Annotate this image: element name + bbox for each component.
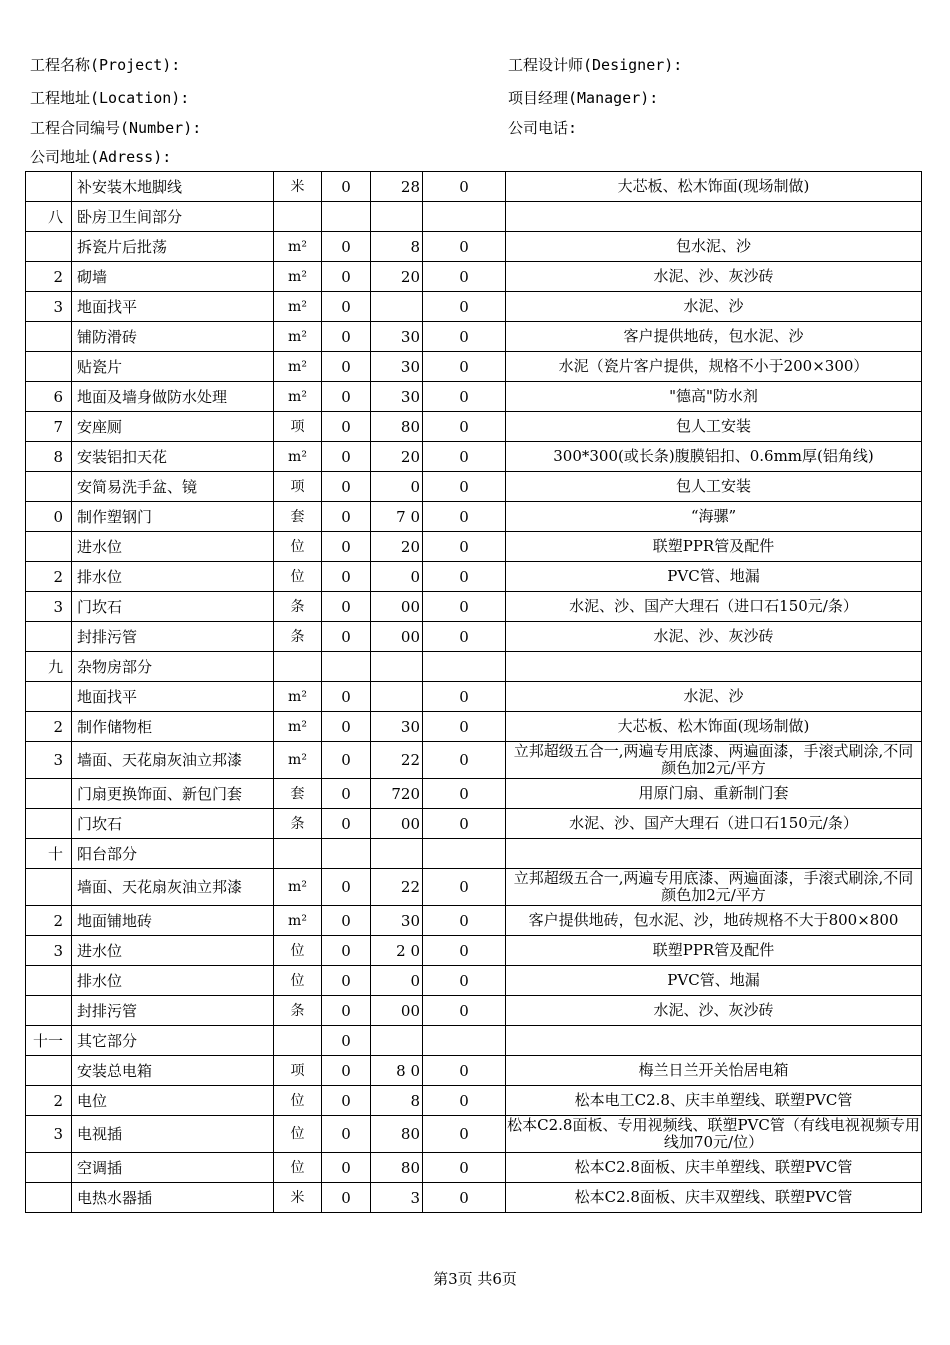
item-name: 安装总电箱: [72, 1056, 274, 1086]
item-quantity: 80: [371, 1153, 423, 1183]
company-address-label: 公司地址(Adress):: [30, 148, 172, 166]
item-quantity: [371, 1026, 423, 1056]
table-row: [26, 532, 922, 562]
item-material: PVC管、地漏: [506, 562, 922, 592]
item-value-b: 0: [423, 622, 506, 652]
item-quantity: 30: [371, 382, 423, 412]
location-label: 工程地址(Location):: [30, 89, 190, 107]
item-value-a: 0: [322, 996, 371, 1026]
item-quantity: 7 0: [371, 502, 423, 532]
item-value-b: [423, 839, 506, 869]
item-value-a: 0: [322, 322, 371, 352]
table-row: [26, 1086, 922, 1116]
item-number: 十一: [26, 1026, 72, 1056]
item-material: 水泥、沙: [506, 682, 922, 712]
item-number: 0: [26, 502, 72, 532]
item-name: 进水位: [72, 936, 274, 966]
item-number: 8: [26, 442, 72, 472]
item-material: 用原门扇、重新制门套: [506, 779, 922, 809]
item-name: 地面找平: [72, 292, 274, 322]
item-value-a: 0: [322, 1086, 371, 1116]
item-quantity: 20: [371, 262, 423, 292]
item-material: 客户提供地砖，包水泥、沙: [506, 322, 922, 352]
item-quantity: 00: [371, 592, 423, 622]
item-number: [26, 352, 72, 382]
item-material: 梅兰日兰开关怡居电箱: [506, 1056, 922, 1086]
item-number: 6: [26, 382, 72, 412]
item-value-a: [322, 202, 371, 232]
item-unit: 米: [274, 172, 322, 202]
item-number: 2: [26, 712, 72, 742]
item-value-a: 0: [322, 412, 371, 442]
item-value-a: 0: [322, 809, 371, 839]
table-row: [26, 906, 922, 936]
item-value-b: 0: [423, 442, 506, 472]
item-name: 排水位: [72, 562, 274, 592]
table-row: [26, 1183, 922, 1213]
item-value-a: 0: [322, 779, 371, 809]
item-value-b: 0: [423, 292, 506, 322]
item-material: [506, 652, 922, 682]
item-value-b: 0: [423, 869, 506, 906]
item-number: 3: [26, 592, 72, 622]
item-name: 电视插: [72, 1116, 274, 1153]
table-row: [26, 652, 922, 682]
item-number: [26, 809, 72, 839]
item-unit: m²: [274, 382, 322, 412]
item-value-a: 0: [322, 966, 371, 996]
table-row: [26, 202, 922, 232]
item-value-a: 0: [322, 1056, 371, 1086]
item-name: 补安装木地脚线: [72, 172, 274, 202]
item-value-b: 0: [423, 712, 506, 742]
item-value-a: [322, 839, 371, 869]
item-value-b: 0: [423, 742, 506, 779]
item-quantity: 30: [371, 352, 423, 382]
item-unit: m²: [274, 442, 322, 472]
item-value-a: 0: [322, 352, 371, 382]
item-number: [26, 682, 72, 712]
table-row: [26, 996, 922, 1026]
contract-number-label: 工程合同编号(Number):: [30, 119, 202, 137]
item-unit: m²: [274, 292, 322, 322]
item-quantity: [371, 839, 423, 869]
item-material: 300*300(或长条)腹膜铝扣、0.6mm厚(铝角线): [506, 442, 922, 472]
item-material: 包人工安装: [506, 472, 922, 502]
item-value-a: 0: [322, 532, 371, 562]
item-unit: [274, 652, 322, 682]
item-material: 联塑PPR管及配件: [506, 532, 922, 562]
quotation-table: [25, 171, 922, 1213]
item-unit: 米: [274, 1183, 322, 1213]
item-value-a: 0: [322, 562, 371, 592]
item-unit: m²: [274, 906, 322, 936]
item-unit: 位: [274, 532, 322, 562]
table-row: [26, 1026, 922, 1056]
item-value-b: 0: [423, 562, 506, 592]
item-value-b: 0: [423, 382, 506, 412]
item-name: 门坎石: [72, 809, 274, 839]
item-name: 卧房卫生间部分: [72, 202, 274, 232]
table-row: [26, 292, 922, 322]
item-material: 大芯板、松木饰面(现场制做): [506, 712, 922, 742]
item-quantity: 00: [371, 622, 423, 652]
table-row: [26, 322, 922, 352]
item-material: "德高"防水剂: [506, 382, 922, 412]
item-name: 砌墙: [72, 262, 274, 292]
item-unit: 条: [274, 592, 322, 622]
table-row: [26, 502, 922, 532]
item-unit: [274, 1026, 322, 1056]
item-unit: m²: [274, 352, 322, 382]
item-unit: 位: [274, 936, 322, 966]
project-label: 工程名称(Project):: [30, 56, 181, 74]
item-unit: 位: [274, 1153, 322, 1183]
item-value-b: 0: [423, 502, 506, 532]
item-unit: 位: [274, 966, 322, 996]
table-row: [26, 682, 922, 712]
item-number: [26, 532, 72, 562]
item-value-a: 0: [322, 906, 371, 936]
item-unit: m²: [274, 322, 322, 352]
item-number: 2: [26, 1086, 72, 1116]
item-unit: 项: [274, 472, 322, 502]
item-value-b: 0: [423, 232, 506, 262]
item-quantity: 22: [371, 869, 423, 906]
item-number: 八: [26, 202, 72, 232]
item-quantity: 8 0: [371, 1056, 423, 1086]
item-value-a: 0: [322, 1183, 371, 1213]
item-name: 门坎石: [72, 592, 274, 622]
item-value-a: 0: [322, 472, 371, 502]
item-name: 杂物房部分: [72, 652, 274, 682]
item-quantity: 22: [371, 742, 423, 779]
item-number: 2: [26, 562, 72, 592]
item-value-a: 0: [322, 712, 371, 742]
item-value-a: 0: [322, 292, 371, 322]
item-value-a: 0: [322, 172, 371, 202]
item-unit: 套: [274, 502, 322, 532]
item-material: 客户提供地砖，包水泥、沙，地砖规格不大于800×800: [506, 906, 922, 936]
item-quantity: 28: [371, 172, 423, 202]
item-unit: 套: [274, 779, 322, 809]
item-quantity: 00: [371, 809, 423, 839]
item-number: 3: [26, 936, 72, 966]
item-name: 拆瓷片后批荡: [72, 232, 274, 262]
item-unit: m²: [274, 742, 322, 779]
item-quantity: [371, 292, 423, 322]
page-footer: 第3页 共6页: [433, 1270, 517, 1288]
designer-label: 工程设计师(Designer):: [508, 56, 683, 74]
item-material: 水泥、沙、国产大理石（进口石150元/条）: [506, 809, 922, 839]
item-value-a: 0: [322, 742, 371, 779]
item-value-b: 0: [423, 779, 506, 809]
item-unit: 条: [274, 622, 322, 652]
item-material: [506, 202, 922, 232]
item-quantity: 80: [371, 412, 423, 442]
item-quantity: [371, 682, 423, 712]
item-name: 电位: [72, 1086, 274, 1116]
item-value-b: 0: [423, 1183, 506, 1213]
item-material: “海骡”: [506, 502, 922, 532]
item-quantity: 20: [371, 532, 423, 562]
item-value-a: 0: [322, 936, 371, 966]
item-value-b: [423, 202, 506, 232]
item-material: 立邦超级五合一,两遍专用底漆、两遍面漆，手滚式刷涂,不同颜色加2元/平方: [506, 869, 922, 906]
item-material: 水泥、沙、国产大理石（进口石150元/条）: [506, 592, 922, 622]
item-name: 安座厕: [72, 412, 274, 442]
company-phone-label: 公司电话:: [508, 119, 578, 137]
item-value-a: 0: [322, 1153, 371, 1183]
table-row: [26, 869, 922, 906]
item-value-a: 0: [322, 682, 371, 712]
item-number: 3: [26, 1116, 72, 1153]
item-name: 墙面、天花扇灰油立邦漆: [72, 869, 274, 906]
table-row: [26, 936, 922, 966]
table-row: [26, 562, 922, 592]
item-value-b: 0: [423, 172, 506, 202]
item-material: 水泥、沙、灰沙砖: [506, 996, 922, 1026]
item-number: 2: [26, 262, 72, 292]
item-number: [26, 472, 72, 502]
item-quantity: 8: [371, 1086, 423, 1116]
item-number: [26, 622, 72, 652]
item-number: [26, 996, 72, 1026]
item-number: 3: [26, 742, 72, 779]
table-row: [26, 172, 922, 202]
item-number: [26, 779, 72, 809]
item-unit: m²: [274, 712, 322, 742]
item-value-a: 0: [322, 622, 371, 652]
item-value-b: 0: [423, 906, 506, 936]
table-row: [26, 382, 922, 412]
item-value-b: 0: [423, 936, 506, 966]
item-name: 地面及墙身做防水处理: [72, 382, 274, 412]
item-quantity: [371, 652, 423, 682]
table-row: [26, 712, 922, 742]
item-material: 水泥、沙: [506, 292, 922, 322]
item-value-b: 0: [423, 1056, 506, 1086]
table-row: [26, 352, 922, 382]
item-value-b: 0: [423, 472, 506, 502]
item-value-b: 0: [423, 262, 506, 292]
item-name: 贴瓷片: [72, 352, 274, 382]
item-value-b: 0: [423, 412, 506, 442]
item-material: 水泥（瓷片客户提供，规格不小于200×300）: [506, 352, 922, 382]
item-number: 2: [26, 906, 72, 936]
item-value-b: 0: [423, 1153, 506, 1183]
item-value-b: 0: [423, 352, 506, 382]
item-name: 制作塑钢门: [72, 502, 274, 532]
item-material: 松本C2.8面板、庆丰双塑线、联塑PVC管: [506, 1183, 922, 1213]
item-name: 阳台部分: [72, 839, 274, 869]
table-row: [26, 1153, 922, 1183]
item-value-a: 0: [322, 502, 371, 532]
item-number: 3: [26, 292, 72, 322]
item-material: 水泥、沙、灰沙砖: [506, 622, 922, 652]
item-unit: m²: [274, 232, 322, 262]
item-unit: m²: [274, 869, 322, 906]
table-row: [26, 442, 922, 472]
item-value-a: 0: [322, 592, 371, 622]
item-unit: 条: [274, 809, 322, 839]
item-name: 铺防滑砖: [72, 322, 274, 352]
table-row: [26, 232, 922, 262]
item-name: 墙面、天花扇灰油立邦漆: [72, 742, 274, 779]
item-quantity: 30: [371, 712, 423, 742]
item-quantity: 3: [371, 1183, 423, 1213]
item-value-b: 0: [423, 322, 506, 352]
item-value-a: 0: [322, 232, 371, 262]
item-quantity: 0: [371, 966, 423, 996]
item-material: 联塑PPR管及配件: [506, 936, 922, 966]
item-value-a: 0: [322, 262, 371, 292]
item-unit: [274, 839, 322, 869]
item-value-a: 0: [322, 382, 371, 412]
item-value-b: 0: [423, 1086, 506, 1116]
item-material: 包水泥、沙: [506, 232, 922, 262]
item-quantity: 2 0: [371, 936, 423, 966]
table-row: [26, 966, 922, 996]
item-material: [506, 839, 922, 869]
table-row: [26, 839, 922, 869]
item-material: PVC管、地漏: [506, 966, 922, 996]
item-number: [26, 1183, 72, 1213]
item-quantity: 30: [371, 906, 423, 936]
item-value-b: 0: [423, 966, 506, 996]
item-material: 包人工安装: [506, 412, 922, 442]
item-quantity: 8: [371, 232, 423, 262]
item-number: [26, 232, 72, 262]
item-value-a: 0: [322, 1116, 371, 1153]
item-number: [26, 966, 72, 996]
item-value-b: 0: [423, 592, 506, 622]
table-row: [26, 1056, 922, 1086]
item-value-b: 0: [423, 809, 506, 839]
item-value-b: 0: [423, 996, 506, 1026]
item-name: 封排污管: [72, 996, 274, 1026]
item-number: [26, 869, 72, 906]
item-material: 松本C2.8面板、专用视频线、联塑PVC管（有线电视视频专用线加70元/位）: [507, 1116, 920, 1151]
item-number: 十: [26, 839, 72, 869]
item-unit: 项: [274, 412, 322, 442]
table-row: [26, 809, 922, 839]
item-unit: 位: [274, 1116, 322, 1153]
item-material: 松本电工C2.8、庆丰单塑线、联塑PVC管: [506, 1086, 922, 1116]
item-unit: 位: [274, 562, 322, 592]
item-value-a: 0: [322, 869, 371, 906]
item-quantity: 0: [371, 562, 423, 592]
item-value-b: 0: [423, 532, 506, 562]
item-value-b: [423, 1026, 506, 1056]
item-name: 排水位: [72, 966, 274, 996]
item-name: 门扇更换饰面、新包门套: [72, 779, 274, 809]
item-name: 电热水器插: [72, 1183, 274, 1213]
item-name: 安简易洗手盆、镜: [72, 472, 274, 502]
item-quantity: [371, 202, 423, 232]
item-name: 进水位: [72, 532, 274, 562]
table-row: [26, 262, 922, 292]
item-name: 其它部分: [72, 1026, 274, 1056]
item-unit: m²: [274, 682, 322, 712]
item-number: [26, 322, 72, 352]
item-number: [26, 1056, 72, 1086]
item-name: 空调插: [72, 1153, 274, 1183]
item-name: 地面铺地砖: [72, 906, 274, 936]
item-number: [26, 172, 72, 202]
table-row: [26, 1116, 922, 1153]
item-value-a: 0: [322, 442, 371, 472]
item-value-b: [423, 652, 506, 682]
table-row: [26, 592, 922, 622]
item-name: 地面找平: [72, 682, 274, 712]
table-row: [26, 412, 922, 442]
manager-label: 项目经理(Manager):: [508, 89, 659, 107]
table-row: [26, 472, 922, 502]
table-row: [26, 622, 922, 652]
item-quantity: 80: [371, 1116, 423, 1153]
item-unit: 位: [274, 1086, 322, 1116]
item-unit: m²: [274, 262, 322, 292]
item-quantity: 30: [371, 322, 423, 352]
item-value-b: 0: [423, 1116, 506, 1153]
item-value-b: 0: [423, 682, 506, 712]
item-quantity: 20: [371, 442, 423, 472]
item-material: 大芯板、松木饰面(现场制做): [506, 172, 922, 202]
table-row: [26, 742, 922, 779]
item-material: 松本C2.8面板、庆丰单塑线、联塑PVC管: [506, 1153, 922, 1183]
item-quantity: 720: [371, 779, 423, 809]
item-material: [506, 1026, 922, 1056]
item-value-a: 0: [322, 1026, 371, 1056]
item-quantity: 00: [371, 996, 423, 1026]
item-name: 制作储物柜: [72, 712, 274, 742]
item-unit: 条: [274, 996, 322, 1026]
item-value-a: [322, 652, 371, 682]
item-number: 7: [26, 412, 72, 442]
item-name: 封排污管: [72, 622, 274, 652]
item-number: [26, 1153, 72, 1183]
item-name: 安装铝扣天花: [72, 442, 274, 472]
item-number: 九: [26, 652, 72, 682]
item-material: 水泥、沙、灰沙砖: [506, 262, 922, 292]
item-quantity: 0: [371, 472, 423, 502]
item-material: 立邦超级五合一,两遍专用底漆、两遍面漆，手滚式刷涂,不同颜色加2元/平方: [506, 742, 922, 779]
item-unit: 项: [274, 1056, 322, 1086]
table-row: [26, 779, 922, 809]
item-unit: [274, 202, 322, 232]
